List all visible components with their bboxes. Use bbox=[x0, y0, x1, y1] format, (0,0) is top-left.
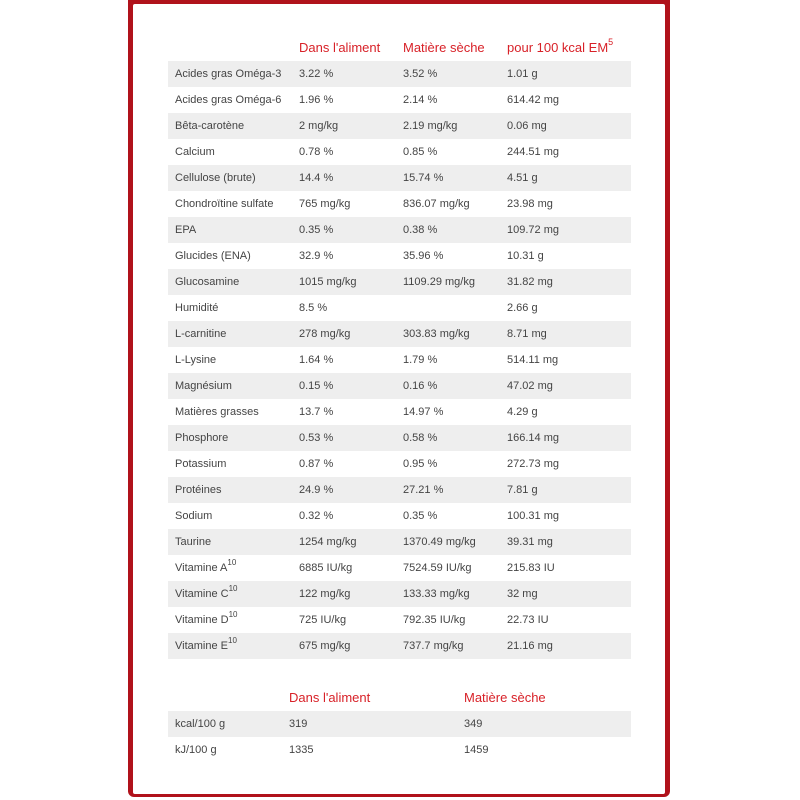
nutrient-row bbox=[168, 555, 631, 581]
value-dry-matter: 792.35 IU/kg bbox=[403, 607, 507, 633]
header-per-100-kcal bbox=[507, 33, 631, 61]
footnote-marker: 10 bbox=[228, 584, 238, 594]
value-dry-matter: 0.85 % bbox=[403, 139, 507, 165]
nutrient-label: Glucides (ENA) bbox=[175, 250, 251, 262]
nutrient-row bbox=[168, 269, 631, 295]
value-per-100-kcal: 10.31 g bbox=[507, 243, 631, 269]
nutrient-row bbox=[168, 139, 631, 165]
nutrient-row bbox=[168, 347, 631, 373]
nutrient-name bbox=[168, 529, 299, 555]
header-dry-matter: Matière sèche bbox=[403, 39, 485, 55]
value-dry-matter: 303.83 mg/kg bbox=[403, 321, 507, 347]
value-dry-matter: 133.33 mg/kg bbox=[403, 581, 507, 607]
value-food: 32.9 % bbox=[299, 243, 403, 269]
nutrient-row bbox=[168, 295, 631, 321]
nutrient-label: Phosphore bbox=[175, 432, 229, 444]
value-per-100-kcal: 0.06 mg bbox=[507, 113, 631, 139]
nutrient-name bbox=[168, 399, 299, 425]
nutrient-name bbox=[168, 555, 299, 581]
value-food: 278 mg/kg bbox=[299, 321, 403, 347]
nutrient-row bbox=[168, 321, 631, 347]
energy-unit: kJ/100 g bbox=[168, 737, 289, 763]
nutrient-row bbox=[168, 451, 631, 477]
nutrient-name bbox=[168, 165, 299, 191]
value-dry-matter: 14.97 % bbox=[403, 399, 507, 425]
value-dry-matter: 35.96 % bbox=[403, 243, 507, 269]
nutrient-name bbox=[168, 139, 299, 165]
energy-header-row bbox=[168, 683, 631, 711]
value-food: 0.32 % bbox=[299, 503, 403, 529]
nutrient-label: Taurine bbox=[175, 536, 212, 548]
value-per-100-kcal: 8.71 mg bbox=[507, 321, 631, 347]
nutrient-name bbox=[168, 607, 299, 633]
value-food: 1015 mg/kg bbox=[299, 269, 403, 295]
energy-row bbox=[168, 737, 631, 763]
footnote-marker: 10 bbox=[228, 636, 237, 646]
header-food: Dans l'aliment bbox=[299, 39, 381, 55]
value-dry-matter: 3.52 % bbox=[403, 61, 507, 87]
value-per-100-kcal: 215.83 IU bbox=[507, 555, 631, 581]
nutrient-row bbox=[168, 503, 631, 529]
value-dry-matter: 1370.49 mg/kg bbox=[403, 529, 507, 555]
value-dry-matter: 836.07 mg/kg bbox=[403, 191, 507, 217]
energy-header-food: Dans l'aliment bbox=[289, 689, 371, 705]
value-food: 24.9 % bbox=[299, 477, 403, 503]
value-per-100-kcal: 166.14 mg bbox=[507, 425, 631, 451]
value-food: 1.64 % bbox=[299, 347, 403, 373]
nutrient-row bbox=[168, 165, 631, 191]
energy-dry-matter: 1459 bbox=[464, 737, 631, 763]
nutrient-row bbox=[168, 243, 631, 269]
nutrition-header-row bbox=[168, 33, 631, 61]
nutrient-name bbox=[168, 503, 299, 529]
nutrient-name bbox=[168, 295, 299, 321]
header-footnote: 5 bbox=[608, 37, 614, 48]
energy-food: 1335 bbox=[289, 737, 464, 763]
value-food: 725 IU/kg bbox=[299, 607, 403, 633]
nutrient-name bbox=[168, 633, 299, 659]
nutrient-name bbox=[168, 451, 299, 477]
nutrient-name bbox=[168, 61, 299, 87]
value-per-100-kcal: 7.81 g bbox=[507, 477, 631, 503]
nutrition-table bbox=[168, 33, 631, 659]
nutrient-row bbox=[168, 529, 631, 555]
value-dry-matter: 7524.59 IU/kg bbox=[403, 555, 507, 581]
value-per-100-kcal: 39.31 mg bbox=[507, 529, 631, 555]
value-per-100-kcal: 4.29 g bbox=[507, 399, 631, 425]
nutrient-name bbox=[168, 347, 299, 373]
value-dry-matter: 0.16 % bbox=[403, 373, 507, 399]
value-food: 3.22 % bbox=[299, 61, 403, 87]
nutrient-label: Vitamine A bbox=[175, 562, 228, 574]
energy-header-dry-matter: Matière sèche bbox=[464, 689, 546, 705]
nutrient-name bbox=[168, 269, 299, 295]
value-food: 8.5 % bbox=[299, 295, 403, 321]
value-dry-matter: 0.35 % bbox=[403, 503, 507, 529]
nutrient-row bbox=[168, 373, 631, 399]
nutrient-row bbox=[168, 425, 631, 451]
nutrient-name bbox=[168, 113, 299, 139]
nutrient-row bbox=[168, 477, 631, 503]
value-dry-matter: 2.19 mg/kg bbox=[403, 113, 507, 139]
nutrient-label: EPA bbox=[175, 224, 197, 236]
nutrient-row bbox=[168, 607, 631, 633]
footnote-marker: 10 bbox=[227, 558, 237, 568]
nutrient-row bbox=[168, 113, 631, 139]
nutrient-label: Calcium bbox=[175, 146, 215, 158]
nutrient-name bbox=[168, 321, 299, 347]
value-dry-matter: 2.14 % bbox=[403, 87, 507, 113]
energy-body bbox=[168, 711, 631, 763]
nutrient-label: Sodium bbox=[175, 510, 213, 522]
nutrient-label: L-Lysine bbox=[175, 354, 217, 366]
nutrient-row bbox=[168, 581, 631, 607]
nutrient-label: Acides gras Oméga-3 bbox=[175, 68, 282, 80]
value-food: 765 mg/kg bbox=[299, 191, 403, 217]
nutrient-label: Magnésium bbox=[175, 380, 232, 392]
value-dry-matter: 27.21 % bbox=[403, 477, 507, 503]
value-per-100-kcal: 244.51 mg bbox=[507, 139, 631, 165]
nutrient-row bbox=[168, 87, 631, 113]
nutrient-row bbox=[168, 399, 631, 425]
nutrient-name bbox=[168, 191, 299, 217]
nutrient-label: Vitamine C bbox=[175, 588, 229, 600]
nutrient-label: Glucosamine bbox=[175, 276, 240, 288]
value-per-100-kcal: 514.11 mg bbox=[507, 347, 631, 373]
value-dry-matter: 1109.29 mg/kg bbox=[403, 269, 507, 295]
value-per-100-kcal: 21.16 mg bbox=[507, 633, 631, 659]
energy-header-unit bbox=[168, 683, 289, 711]
value-dry-matter: 1.79 % bbox=[403, 347, 507, 373]
nutrient-label: Potassium bbox=[175, 458, 227, 470]
header-nutrient bbox=[168, 33, 299, 61]
value-per-100-kcal: 23.98 mg bbox=[507, 191, 631, 217]
nutrient-name bbox=[168, 87, 299, 113]
nutrient-label: Chondroïtine sulfate bbox=[175, 198, 274, 210]
energy-table bbox=[168, 683, 631, 763]
value-food: 0.78 % bbox=[299, 139, 403, 165]
nutrient-label: Matières grasses bbox=[175, 406, 259, 418]
value-dry-matter bbox=[403, 295, 507, 321]
value-food: 2 mg/kg bbox=[299, 113, 403, 139]
value-food: 0.87 % bbox=[299, 451, 403, 477]
nutrient-label: L-carnitine bbox=[175, 328, 227, 340]
nutrient-label: Humidité bbox=[175, 302, 219, 314]
value-dry-matter: 0.38 % bbox=[403, 217, 507, 243]
nutrient-name bbox=[168, 373, 299, 399]
value-food: 0.53 % bbox=[299, 425, 403, 451]
nutrient-row bbox=[168, 61, 631, 87]
nutrient-name bbox=[168, 243, 299, 269]
value-per-100-kcal: 32 mg bbox=[507, 581, 631, 607]
value-food: 1.96 % bbox=[299, 87, 403, 113]
value-per-100-kcal: 100.31 mg bbox=[507, 503, 631, 529]
value-dry-matter: 737.7 mg/kg bbox=[403, 633, 507, 659]
value-per-100-kcal: 614.42 mg bbox=[507, 87, 631, 113]
nutrient-row bbox=[168, 217, 631, 243]
value-food: 122 mg/kg bbox=[299, 581, 403, 607]
nutrient-name bbox=[168, 581, 299, 607]
value-food: 13.7 % bbox=[299, 399, 403, 425]
energy-unit: kcal/100 g bbox=[168, 711, 289, 737]
nutrient-label: Bêta-carotène bbox=[175, 120, 245, 132]
value-per-100-kcal: 272.73 mg bbox=[507, 451, 631, 477]
nutrient-label: Acides gras Oméga-6 bbox=[175, 94, 282, 106]
value-per-100-kcal: 1.01 g bbox=[507, 61, 631, 87]
value-dry-matter: 15.74 % bbox=[403, 165, 507, 191]
value-food: 675 mg/kg bbox=[299, 633, 403, 659]
nutrient-label: Protéines bbox=[175, 484, 222, 496]
value-per-100-kcal: 2.66 g bbox=[507, 295, 631, 321]
nutrient-row bbox=[168, 633, 631, 659]
value-food: 14.4 % bbox=[299, 165, 403, 191]
nutrient-name bbox=[168, 477, 299, 503]
value-food: 1254 mg/kg bbox=[299, 529, 403, 555]
footnote-marker: 10 bbox=[228, 610, 238, 620]
value-per-100-kcal: 31.82 mg bbox=[507, 269, 631, 295]
nutrient-name bbox=[168, 425, 299, 451]
value-dry-matter: 0.58 % bbox=[403, 425, 507, 451]
nutrient-label: Vitamine D bbox=[175, 614, 229, 626]
nutrition-body bbox=[168, 61, 631, 659]
header-per-100-kcal-label: pour 100 kcal EM bbox=[507, 39, 609, 55]
value-per-100-kcal: 109.72 mg bbox=[507, 217, 631, 243]
value-per-100-kcal: 47.02 mg bbox=[507, 373, 631, 399]
value-food: 0.15 % bbox=[299, 373, 403, 399]
value-food: 0.35 % bbox=[299, 217, 403, 243]
nutrient-row bbox=[168, 191, 631, 217]
energy-row bbox=[168, 711, 631, 737]
energy-dry-matter: 349 bbox=[464, 711, 631, 737]
value-food: 6885 IU/kg bbox=[299, 555, 403, 581]
nutrient-name bbox=[168, 217, 299, 243]
value-per-100-kcal: 4.51 g bbox=[507, 165, 631, 191]
value-per-100-kcal: 22.73 IU bbox=[507, 607, 631, 633]
energy-food: 319 bbox=[289, 711, 464, 737]
value-dry-matter: 0.95 % bbox=[403, 451, 507, 477]
nutrient-label: Cellulose (brute) bbox=[175, 172, 256, 184]
nutrient-label: Vitamine E bbox=[175, 640, 228, 652]
